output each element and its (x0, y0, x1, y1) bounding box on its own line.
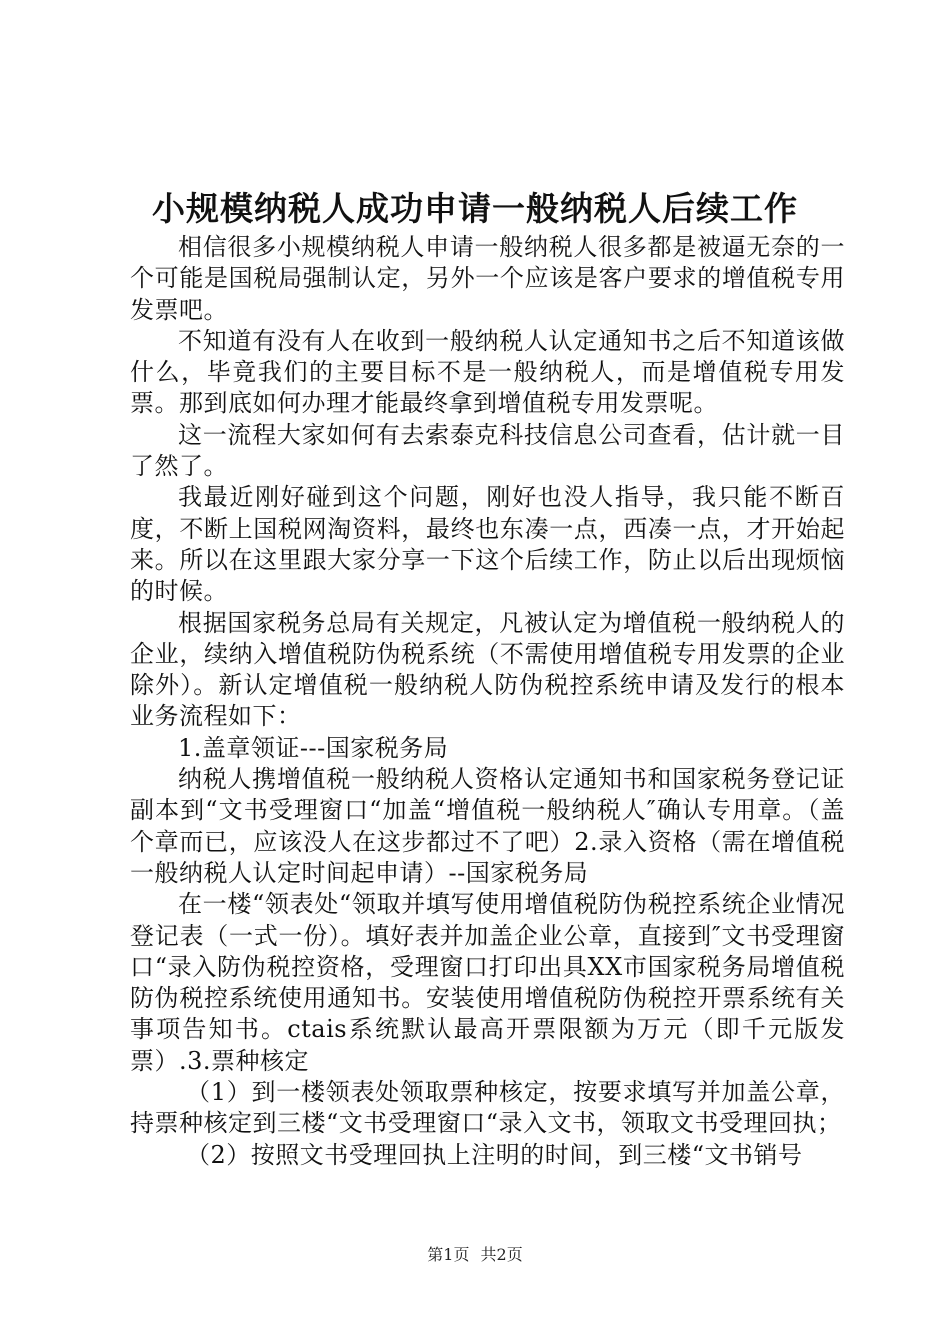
page-number: 第1页 (427, 1245, 470, 1264)
paragraph-regulation: 根据国家税务总局有关规定，凡被认定为增值税一般纳税人的企业，续纳入增值税防伪税系统（不需使用增值税专用发票的企业除外）。新认定增值税一般纳税人防伪税控系统申请及发行的根本业务流程如下： (130, 608, 845, 731)
page-total: 共2页 (480, 1245, 523, 1264)
paragraph-question: 不知道有没有人在收到一般纳税人认定通知书之后不知道该做什么，毕竟我们的主要目标不是一般纳税人，而是增值税专用发票。那到底如何办理才能最终拿到增值税专用发票呢。 (130, 326, 845, 418)
step-heading-1: 1.盖章领证---国家税务局 (178, 733, 449, 762)
paragraph-process: 这一流程大家如何有去索泰克科技信息公司查看，估计就一目了然了。 (130, 420, 845, 481)
paragraph-experience: 我最近刚好碰到这个问题，刚好也没人指导，我只能不断百度，不断上国税网淘资料，最终也东凑一点，西凑一点，才开始起来。所以在这里跟大家分享一下这个后续工作，防止以后出现烦恼的时候。 (130, 483, 845, 606)
document-title: 小规模纳税人成功申请一般纳税人后续工作 (152, 189, 798, 228)
paragraph-step-1: 纳税人携增值税一般纳税人资格认定通知书和国家税务登记证副本到“文书受理窗口“加盖“增值税一般纳税人″确认专用章。（盖个章而已，应该没人在这步都过不了吧）2.录入资格（需在增值税一般纳税人认定时间起申请）--国家税务局 (130, 765, 845, 887)
paragraph-step-2: 在一楼“领表处“领取并填写使用增值税防伪税控系统企业情况登记表（一式一份）。填好表并加盖企业公章，直接到″文书受理窗口“录入防伪税控资格，受理窗口打印出具XX市国家税务局增值税防伪税控系统使用通知书。安装使用增值税防伪税控开票系统有关事项告知书。ctais系统默认最高开票限额为万元（即千元版发票）.3.票种核定 (130, 890, 845, 1075)
paragraph-step-3-1: （1）到一楼领表处领取票种核定，按要求填写并加盖公章，持票种核定到三楼“文书受理窗口“录入文书，领取文书受理回执； (130, 1078, 845, 1138)
page-footer (0, 1245, 950, 1265)
document-body (130, 232, 845, 1171)
paragraph-intro: 相信很多小规模纳税人申请一般纳税人很多都是被逼无奈的一个可能是国税局强制认定，另外一个应该是客户要求的增值税专用发票吧。 (130, 233, 845, 324)
paragraph-step-3-2: （2）按照文书受理回执上注明的时间，到三楼“文书销号 (186, 1140, 803, 1169)
